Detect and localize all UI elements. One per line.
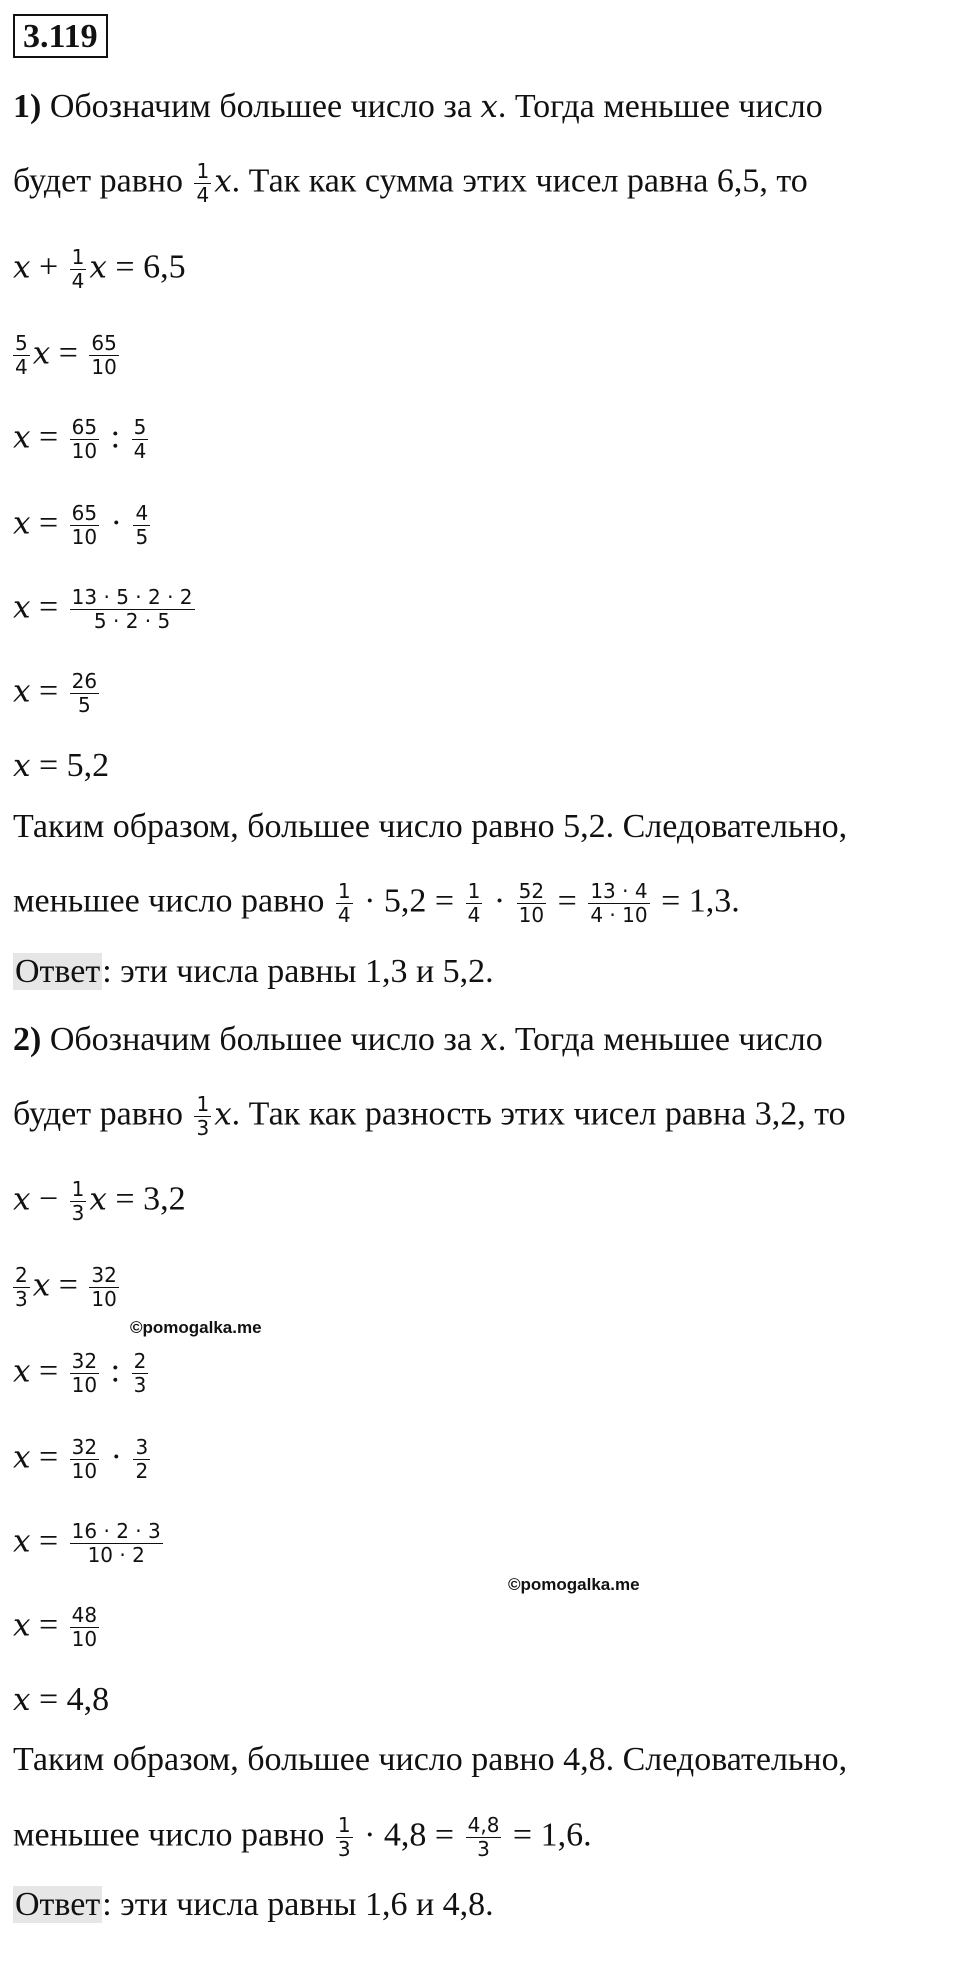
operator: = — [30, 588, 67, 626]
p1-l2-end: . Так как сумма этих чисел равна 6,5, то — [231, 162, 808, 200]
p2-equation-7 — [13, 1680, 109, 1720]
p2-intro-text-end: . Тогда меньшее число — [497, 1021, 823, 1058]
variable: x — [13, 419, 31, 456]
fraction: $\frac{1}{4}$ — [467, 879, 481, 927]
variable: x — [32, 1267, 51, 1304]
fraction: $\frac{5}{4}$ — [15, 331, 28, 379]
operator: = 1,3. — [652, 882, 740, 920]
fraction: $\frac{5}{4}$ — [133, 415, 147, 463]
operator: : — [102, 1352, 129, 1390]
p1-answer — [13, 952, 494, 992]
fraction: $\frac{65}{10}$ — [71, 415, 98, 463]
fraction: $\frac{32}{10}$ — [71, 1435, 98, 1483]
operator: = — [30, 1522, 67, 1560]
operator: : — [102, 418, 129, 456]
operator: = — [30, 504, 67, 542]
variable: x — [13, 748, 31, 784]
fraction: $\frac{2}{3}$ — [15, 1263, 28, 1311]
operator: · 5,2 = — [355, 882, 463, 920]
operator: = 4,8 — [30, 1681, 110, 1718]
p1-l2-start: будет равно — [13, 162, 192, 200]
fraction: $\frac{3}{2}$ — [135, 1435, 149, 1483]
p1-equation-6 — [13, 670, 102, 717]
p2-answer — [13, 1885, 494, 1925]
fraction: $\frac{16 \cdot 2 \cdot 3}{10 \cdot 2}$ — [71, 1519, 161, 1567]
p2-equation-2 — [13, 1264, 122, 1311]
operator: · 4,8 = — [355, 1816, 463, 1854]
problem-number: 3.119 — [13, 14, 108, 58]
operator: + — [30, 248, 67, 286]
p2-equation-1 — [13, 1178, 186, 1225]
p1-intro-text: Обозначим большее число за — [41, 88, 481, 125]
p2-intro-line — [13, 1020, 823, 1060]
fraction: $\frac{2}{3}$ — [133, 1349, 147, 1397]
variable: x — [214, 163, 232, 200]
p1-equation-1 — [13, 246, 186, 293]
variable: x — [13, 1353, 31, 1390]
fraction: $\frac{32}{10}$ — [91, 1263, 117, 1311]
operator: = — [30, 1606, 67, 1644]
fraction: $\frac{1}{3}$ — [71, 1177, 85, 1225]
operator: = 6,5 — [106, 248, 186, 286]
fraction: $\frac{1}{3}$ — [196, 1092, 210, 1140]
p1-intro-line — [13, 87, 823, 127]
p2-equation-3 — [13, 1350, 151, 1397]
watermark-2: ©pomogalka.me — [508, 1575, 640, 1594]
p1-equation-3 — [13, 416, 151, 463]
fraction: $\frac{1}{4}$ — [71, 245, 85, 293]
variable: x — [32, 335, 51, 372]
operator: = — [30, 1352, 67, 1390]
variable: x — [13, 1181, 31, 1218]
fraction: $\frac{1}{4}$ — [196, 159, 210, 207]
answer-label: Ответ — [15, 953, 101, 990]
fraction: $\frac{48}{10}$ — [71, 1603, 98, 1651]
operator: = — [30, 672, 67, 710]
p2-intro-text: Обозначим большее число за — [41, 1021, 481, 1058]
p2-l2-start: будет равно — [13, 1095, 192, 1133]
operator: = 1,6. — [504, 1816, 592, 1854]
watermark-1: ©pomogalka.me — [130, 1318, 262, 1337]
answer-text: : эти числа равны 1,6 и 4,8. — [102, 1886, 494, 1923]
p2-number: 2) — [13, 1021, 42, 1058]
variable: x — [480, 89, 498, 125]
variable: x — [13, 249, 31, 286]
p2-l2-end: . Так как разность этих чисел равна 3,2, то — [231, 1095, 846, 1133]
fraction: $\frac{52}{10}$ — [518, 879, 545, 927]
answer-text: : эти числа равны 1,3 и 5,2. — [102, 953, 494, 990]
variable: x — [89, 249, 107, 286]
p1-intro-text-end: . Тогда меньшее число — [497, 88, 823, 125]
operator: − — [30, 1180, 67, 1218]
operator: = — [549, 882, 586, 920]
operator: = — [50, 334, 87, 372]
variable: x — [13, 1523, 31, 1560]
operator: = 3,2 — [106, 1180, 186, 1218]
variable: x — [13, 1607, 31, 1644]
fraction: $\frac{65}{10}$ — [71, 501, 98, 549]
fraction: $\frac{26}{5}$ — [71, 669, 98, 717]
p2-equation-4 — [13, 1436, 153, 1483]
p2-conc2-start: меньшее число равно — [13, 1816, 333, 1854]
variable: x — [13, 673, 31, 710]
p1-conclusion-2 — [13, 880, 740, 927]
p1-second-line — [13, 160, 808, 207]
operator: · — [102, 1438, 131, 1476]
p2-conclusion-1: Таким образом, большее число равно 4,8. Следовательно, — [13, 1741, 848, 1778]
fraction: $\frac{1}{4}$ — [337, 879, 351, 927]
operator: = — [30, 418, 67, 456]
variable: x — [13, 505, 31, 542]
fraction: $\frac{1}{3}$ — [337, 1813, 351, 1861]
answer-label: Ответ — [15, 1886, 101, 1923]
variable: x — [214, 1096, 232, 1133]
variable: x — [480, 1022, 498, 1058]
fraction: $\frac{4}{5}$ — [135, 501, 149, 549]
fraction: $\frac{13 \cdot 4}{4 \cdot 10}$ — [590, 879, 648, 927]
fraction: $\frac{4,8}{3}$ — [467, 1813, 500, 1861]
operator: = 5,2 — [30, 747, 110, 784]
operator: · — [485, 882, 514, 920]
p2-equation-6 — [13, 1604, 102, 1651]
variable: x — [13, 589, 31, 626]
operator: · — [102, 504, 131, 542]
p1-equation-2 — [13, 332, 122, 379]
operator: = — [30, 1438, 67, 1476]
p2-second-line — [13, 1093, 846, 1140]
fraction: $\frac{65}{10}$ — [91, 331, 117, 379]
p1-conclusion-1: Таким образом, большее число равно 5,2. Следовательно, — [13, 808, 848, 845]
fraction: $\frac{32}{10}$ — [71, 1349, 98, 1397]
p1-equation-4 — [13, 502, 153, 549]
p1-equation-5 — [13, 586, 198, 633]
p2-equation-5 — [13, 1520, 166, 1567]
p1-conc2-start: меньшее число равно — [13, 882, 333, 920]
variable: x — [13, 1439, 31, 1476]
p1-equation-7 — [13, 746, 109, 786]
variable: x — [13, 1682, 31, 1718]
fraction: $\frac{13 \cdot 5 \cdot 2 \cdot 2}{5 \cdot 2 \cdot 5}$ — [71, 585, 193, 633]
variable: x — [89, 1181, 107, 1218]
operator: = — [50, 1266, 87, 1304]
p1-number: 1) — [13, 88, 42, 125]
p2-conclusion-2 — [13, 1814, 592, 1861]
